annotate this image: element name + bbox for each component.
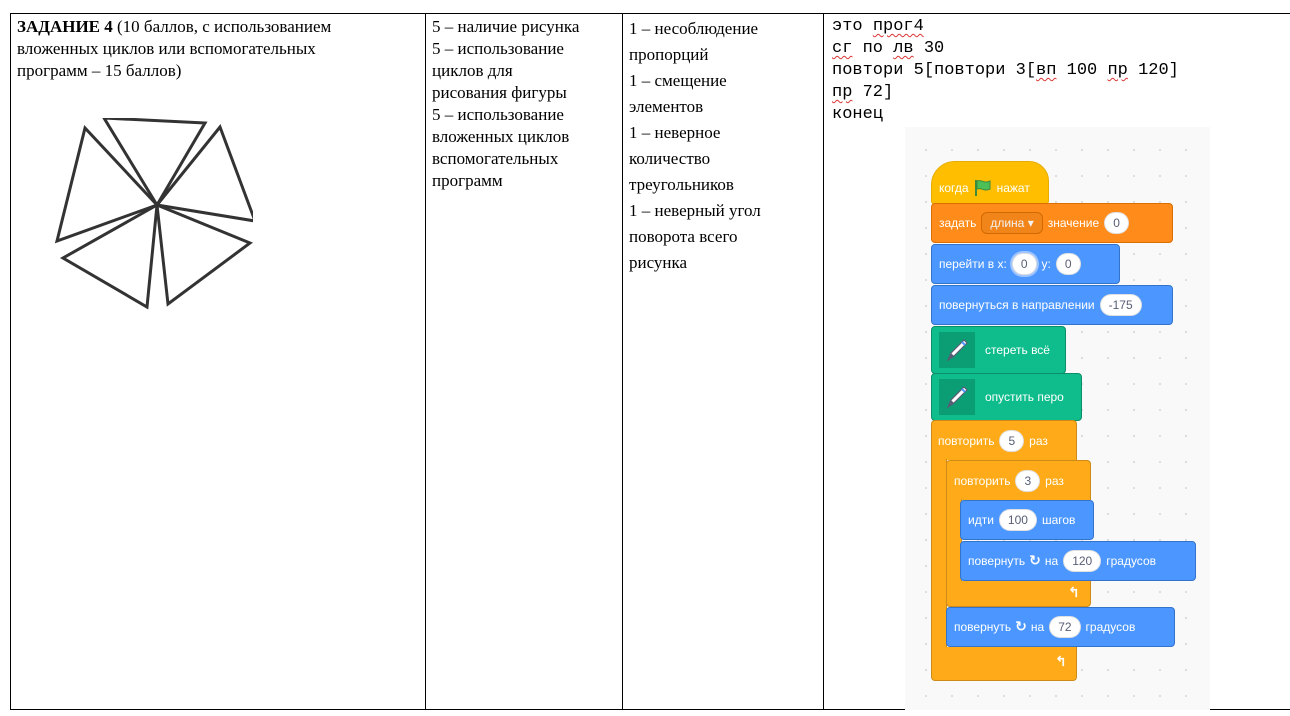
clicked-label: нажат: [996, 181, 1030, 195]
turn-right-inner-block[interactable]: [960, 541, 1196, 581]
turn-outer-degrees-input[interactable]: 72: [1049, 616, 1080, 638]
erase-all-label: стереть всё: [985, 343, 1050, 357]
criteria-line: вложенных циклов: [432, 127, 570, 146]
task-title: ЗАДАНИЕ 4: [17, 17, 113, 36]
errors-cell: [623, 14, 824, 710]
turn-right-outer-block[interactable]: [946, 607, 1175, 647]
repeat-label: повторить: [954, 473, 1011, 488]
criteria-cell: [426, 14, 623, 710]
triangle-4: [63, 205, 157, 307]
repeat-label: повторить: [938, 433, 995, 448]
error-line: пропорций: [629, 45, 709, 64]
error-line: поворота всего: [629, 227, 738, 246]
repeat-outer-count[interactable]: 5: [999, 430, 1024, 452]
error-line: рисунка: [629, 253, 688, 272]
scratch-script-area: [905, 127, 1210, 710]
set-value-input[interactable]: 0: [1104, 212, 1129, 234]
error-line: 1 – неверное: [629, 123, 721, 142]
move-label: идти: [968, 513, 994, 527]
error-line: 1 – несоблюдение: [629, 19, 759, 38]
criteria-line: циклов для: [432, 61, 513, 80]
steps-label: шагов: [1041, 513, 1076, 527]
task-points-line-1: (10 баллов, с использованием: [112, 17, 332, 36]
task-cell: [11, 14, 426, 710]
criteria-line: 5 – использование: [432, 105, 564, 124]
repeat-inner-count[interactable]: 3: [1015, 470, 1040, 492]
variable-name: длина: [990, 216, 1025, 230]
triangle-3: [157, 205, 250, 304]
pen-down-label: опустить перо: [985, 390, 1064, 404]
green-flag-icon: [973, 179, 993, 197]
erase-all-block[interactable]: [931, 326, 1066, 374]
pen-extension-icon: [939, 332, 975, 368]
error-line: 1 – неверный угол: [629, 201, 761, 220]
go-to-xy-block[interactable]: [931, 244, 1120, 284]
y-label: y:: [1041, 257, 1051, 271]
repeat-outer-block[interactable]: [931, 420, 1077, 460]
times-label: раз: [1045, 473, 1064, 488]
loop-arrow-icon: ↰: [1055, 654, 1067, 670]
criteria-line: программ: [432, 171, 503, 190]
error-line: элементов: [629, 97, 704, 116]
y-input[interactable]: 0: [1056, 253, 1081, 275]
repeat-inner-block[interactable]: [946, 460, 1091, 500]
task-description: [17, 16, 419, 82]
pen-extension-icon: [939, 379, 975, 415]
criteria-list: [432, 16, 616, 192]
set-label: задать: [939, 216, 977, 230]
criteria-line: рисования фигуры: [432, 83, 567, 102]
error-line: треугольников: [629, 175, 734, 194]
when-flag-clicked-block[interactable]: [931, 161, 1049, 205]
degrees-label: градусов: [1106, 554, 1156, 568]
move-steps-block[interactable]: [960, 500, 1094, 540]
times-label: раз: [1029, 433, 1048, 448]
repeat-outer-arm: [931, 459, 947, 649]
task-points-line-3: программ – 15 баллов): [17, 61, 182, 80]
set-variable-block[interactable]: [931, 203, 1173, 243]
go-to-label: перейти в x:: [939, 257, 1007, 271]
turn-label: повернуть: [968, 554, 1026, 568]
degrees-label: градусов: [1085, 620, 1136, 634]
logo-code: это прог4 сг по лв 30 повтори 5[повтори 3[вп 100 пр 120] пр 72] конец: [832, 17, 1179, 124]
criteria-line: 5 – использование: [432, 39, 564, 58]
criteria-line: 5 – наличие рисунка: [432, 17, 580, 36]
point-direction-label: повернуться в направлении: [939, 298, 1095, 312]
turn-inner-degrees-input[interactable]: 120: [1063, 550, 1101, 572]
on-label: на: [1044, 554, 1059, 568]
rotate-clockwise-icon: ↻: [1015, 619, 1027, 635]
to-value-label: значение: [1047, 216, 1100, 230]
direction-input[interactable]: -175: [1100, 294, 1142, 316]
loop-arrow-icon: ↰: [1068, 585, 1080, 601]
move-steps-input[interactable]: 100: [999, 509, 1037, 531]
task-points-line-2: вложенных циклов или вспомогательных: [17, 39, 316, 58]
x-input[interactable]: 0: [1012, 253, 1037, 275]
error-line: количество: [629, 149, 711, 168]
pen-down-block[interactable]: [931, 373, 1082, 421]
error-line: 1 – смещение: [629, 71, 727, 90]
errors-list: [629, 16, 817, 276]
triangle-5: [57, 128, 157, 241]
rotate-clockwise-icon: ↻: [1029, 553, 1041, 569]
triangle-2: [157, 127, 253, 221]
when-label: когда: [939, 181, 969, 195]
on-label: на: [1030, 620, 1045, 634]
criteria-line: вспомогательных: [432, 149, 559, 168]
triangle-1: [104, 118, 205, 205]
turn-label: повернуть: [954, 620, 1012, 634]
point-in-direction-block[interactable]: [931, 285, 1173, 325]
triangles-figure: [43, 118, 253, 318]
variable-dropdown[interactable]: длина ▾: [981, 212, 1042, 234]
